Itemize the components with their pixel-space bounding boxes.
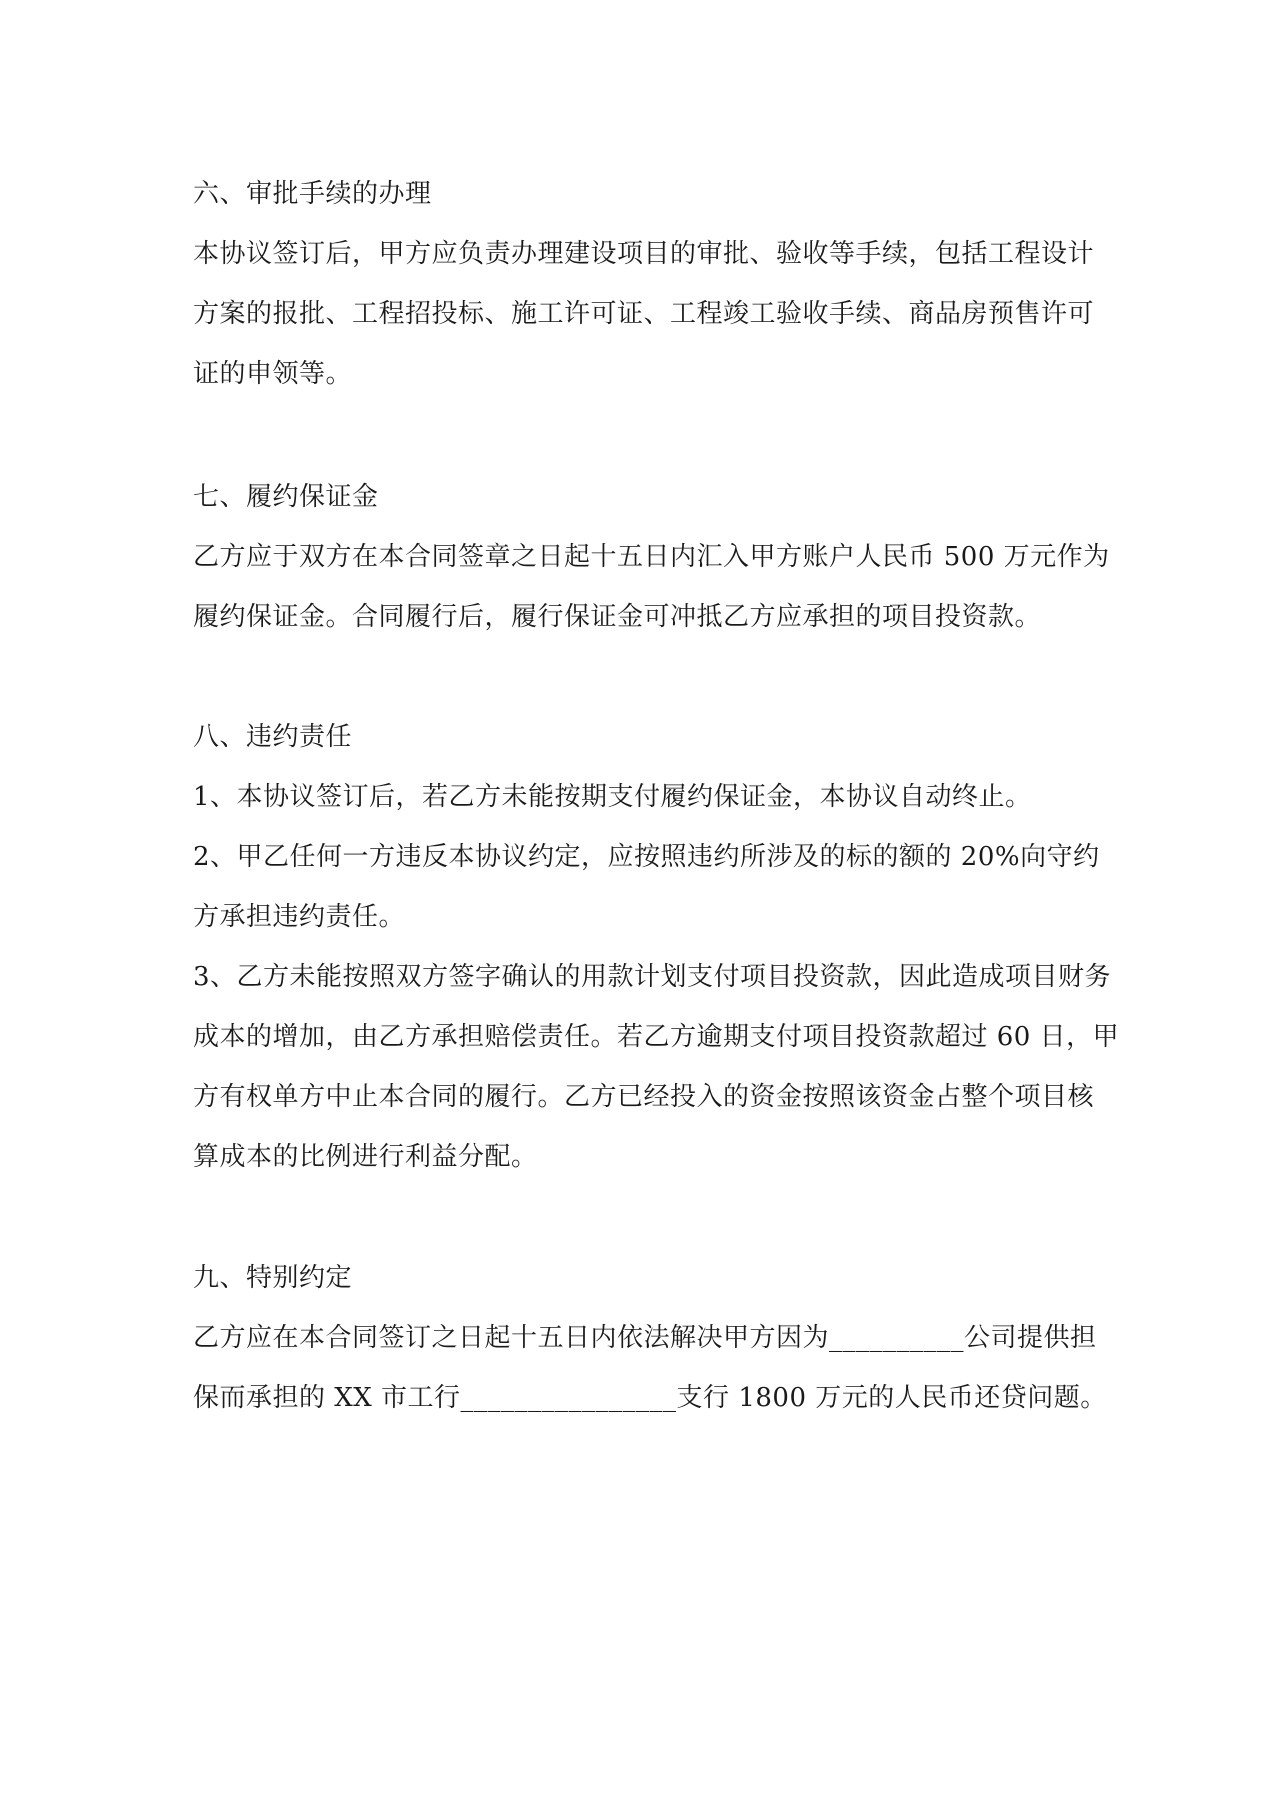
paragraph-line: 方承担违约责任。 [193,902,406,932]
paragraph-line: 乙方应于双方在本合同签章之日起十五日内汇入甲方账户人民币 500 万元作为 [193,542,1110,572]
paragraph-line: 方有权单方中止本合同的履行。乙方已经投入的资金按照该资金占整个项目核 [193,1082,1095,1112]
paragraph-line: 2、甲乙任何一方违反本协议约定，应按照违约所涉及的标的额的 20%向守约 [193,842,1100,872]
section-heading: 六、审批手续的办理 [193,179,432,209]
paragraph-line: 保而承担的 XX 市工行________________支行 1800 万元的人民币还贷问题。 [193,1383,1107,1413]
paragraph-line: 乙方应在本合同签订之日起十五日内依法解决甲方因为__________公司提供担 [193,1323,1097,1353]
paragraph-line: 证的申领等。 [193,359,353,389]
paragraph-line: 履约保证金。合同履行后，履行保证金可冲抵乙方应承担的项目投资款。 [193,602,1042,632]
paragraph-line: 成本的增加，由乙方承担赔偿责任。若乙方逾期支付项目投资款超过 60 日，甲 [193,1022,1120,1052]
section-heading: 八、违约责任 [193,722,353,752]
paragraph-line: 本协议签订后，甲方应负责办理建设项目的审批、验收等手续，包括工程设计 [193,239,1095,269]
section-heading: 九、特别约定 [193,1263,353,1293]
paragraph-line: 3、乙方未能按照双方签字确认的用款计划支付项目投资款，因此造成项目财务 [193,962,1112,992]
paragraph-line: 算成本的比例进行利益分配。 [193,1142,538,1172]
paragraph-line: 方案的报批、工程招投标、施工许可证、工程竣工验收手续、商品房预售许可 [193,299,1095,329]
section-heading: 七、履约保证金 [193,482,379,512]
paragraph-line: 1、本协议签订后，若乙方未能按期支付履约保证金，本协议自动终止。 [193,782,1032,812]
